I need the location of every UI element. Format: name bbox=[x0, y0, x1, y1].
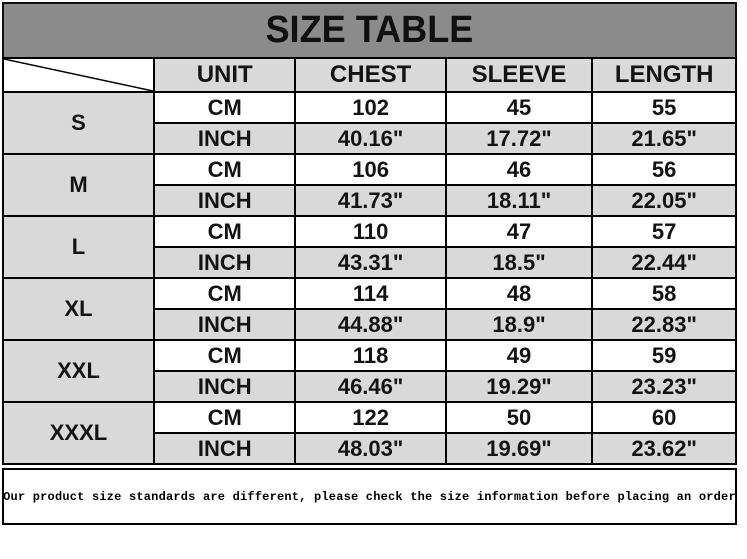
value-cell: 49 bbox=[446, 340, 593, 371]
value-cell: 47 bbox=[446, 216, 593, 247]
table-row bbox=[3, 278, 736, 309]
corner-cell bbox=[3, 58, 154, 92]
value-cell: 55 bbox=[592, 92, 736, 123]
value-cell: 19.29" bbox=[446, 371, 593, 402]
footer-text: Our product size standards are different, please check the size information before placing an order bbox=[3, 489, 736, 504]
unit-cell: INCH bbox=[154, 247, 295, 278]
value-cell: 59 bbox=[592, 340, 736, 371]
value-cell: 56 bbox=[592, 154, 736, 185]
size-table bbox=[2, 57, 737, 465]
size-label: XL bbox=[3, 278, 154, 340]
value-cell: 50 bbox=[446, 402, 593, 433]
col-header-chest: CHEST bbox=[295, 58, 445, 92]
unit-cell: CM bbox=[154, 278, 295, 309]
size-label: XXXL bbox=[3, 402, 154, 464]
value-cell: 110 bbox=[295, 216, 445, 247]
unit-cell: INCH bbox=[154, 433, 295, 464]
value-cell: 48.03" bbox=[295, 433, 445, 464]
size-label: S bbox=[3, 92, 154, 154]
value-cell: 57 bbox=[592, 216, 736, 247]
table-row bbox=[3, 216, 736, 247]
value-cell: 114 bbox=[295, 278, 445, 309]
value-cell: 102 bbox=[295, 92, 445, 123]
value-cell: 22.05" bbox=[592, 185, 736, 216]
value-cell: 58 bbox=[592, 278, 736, 309]
size-label: L bbox=[3, 216, 154, 278]
value-cell: 118 bbox=[295, 340, 445, 371]
diagonal-divider-icon bbox=[4, 59, 153, 91]
col-header-sleeve: SLEEVE bbox=[446, 58, 593, 92]
value-cell: 106 bbox=[295, 154, 445, 185]
col-header-unit: UNIT bbox=[154, 58, 295, 92]
header-row bbox=[3, 58, 736, 92]
unit-cell: CM bbox=[154, 92, 295, 123]
value-cell: 21.65" bbox=[592, 123, 736, 154]
title-band bbox=[2, 2, 737, 57]
unit-cell: CM bbox=[154, 154, 295, 185]
size-label: M bbox=[3, 154, 154, 216]
value-cell: 22.44" bbox=[592, 247, 736, 278]
col-header-length: LENGTH bbox=[592, 58, 736, 92]
table-row bbox=[3, 154, 736, 185]
value-cell: 45 bbox=[446, 92, 593, 123]
table-row bbox=[3, 340, 736, 371]
unit-cell: INCH bbox=[154, 123, 295, 154]
size-table-sheet bbox=[2, 2, 737, 525]
value-cell: 23.62" bbox=[592, 433, 736, 464]
value-cell: 17.72" bbox=[446, 123, 593, 154]
value-cell: 43.31" bbox=[295, 247, 445, 278]
table-row bbox=[3, 92, 736, 123]
unit-cell: CM bbox=[154, 340, 295, 371]
value-cell: 18.9" bbox=[446, 309, 593, 340]
value-cell: 48 bbox=[446, 278, 593, 309]
unit-cell: INCH bbox=[154, 185, 295, 216]
footer-note bbox=[2, 468, 737, 525]
value-cell: 40.16" bbox=[295, 123, 445, 154]
page-title: SIZE TABLE bbox=[265, 9, 474, 51]
unit-cell: CM bbox=[154, 216, 295, 247]
value-cell: 46.46" bbox=[295, 371, 445, 402]
value-cell: 44.88" bbox=[295, 309, 445, 340]
value-cell: 19.69" bbox=[446, 433, 593, 464]
value-cell: 22.83" bbox=[592, 309, 736, 340]
unit-cell: INCH bbox=[154, 371, 295, 402]
value-cell: 60 bbox=[592, 402, 736, 433]
value-cell: 41.73" bbox=[295, 185, 445, 216]
size-label: XXL bbox=[3, 340, 154, 402]
value-cell: 18.5" bbox=[446, 247, 593, 278]
table-row bbox=[3, 402, 736, 433]
value-cell: 122 bbox=[295, 402, 445, 433]
unit-cell: CM bbox=[154, 402, 295, 433]
value-cell: 46 bbox=[446, 154, 593, 185]
value-cell: 23.23" bbox=[592, 371, 736, 402]
unit-cell: INCH bbox=[154, 309, 295, 340]
value-cell: 18.11" bbox=[446, 185, 593, 216]
